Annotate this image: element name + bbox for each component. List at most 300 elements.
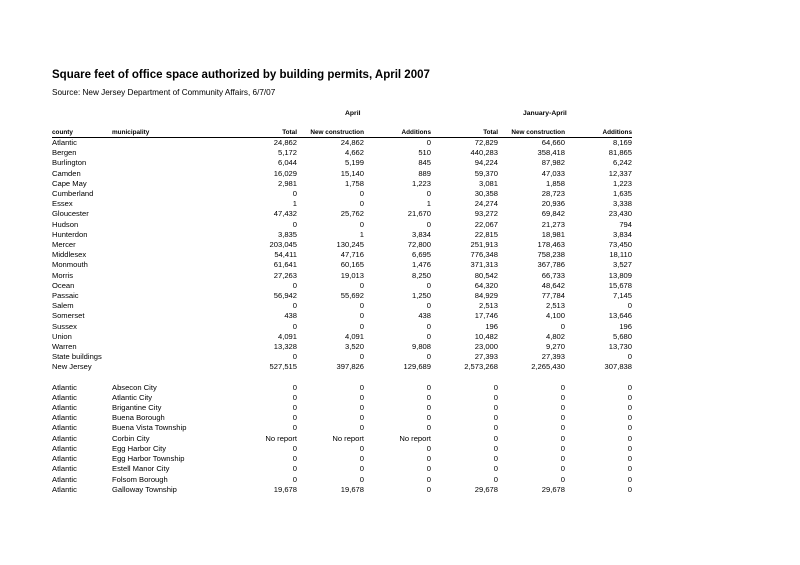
column-header-row [52,129,632,138]
cell-april-additions: 0 [426,454,431,464]
cell-municipality: Egg Harbor Township [112,454,185,464]
cell-ytd-new-construction: 0 [560,443,565,453]
cell-county: Atlantic [52,392,77,402]
cell-ytd-new-construction: 21,273 [541,219,565,229]
column-header-april-new-construction: New construction [297,129,364,138]
cell-april-total: 0 [292,423,297,433]
cell-ytd-new-construction: 87,982 [541,158,565,168]
cell-ytd-new-construction: 367,786 [537,260,565,270]
cell-april-total: 0 [292,352,297,362]
cell-ytd-additions: 0 [627,352,632,362]
cell-county: Camden [52,168,81,178]
table-row [52,260,632,270]
cell-municipality [112,220,230,230]
cell-county: Atlantic [52,454,77,464]
cell-county: Monmouth [52,260,88,270]
cell-april-additions: 438 [418,311,431,321]
cell-municipality [112,342,230,352]
cell-april-new-construction: 0 [359,311,364,321]
cell-april-total: 13,328 [273,342,297,352]
cell-ytd-additions: 0 [627,301,632,311]
table-row [52,301,632,311]
cell-municipality [112,189,230,199]
cell-april-total: 0 [292,392,297,402]
cell-municipality [112,332,230,342]
cell-ytd-total: 0 [493,392,498,402]
table-row [52,454,632,464]
cell-april-additions: 0 [426,443,431,453]
cell-april-new-construction: 1,758 [344,178,364,188]
table-row [52,209,632,219]
cell-municipality [112,311,230,321]
cell-ytd-total: 196 [485,321,498,331]
cell-municipality [112,169,230,179]
cell-municipality: Brigantine City [112,403,162,413]
cell-april-new-construction: 47,716 [340,250,364,260]
cell-county: Atlantic [52,413,77,423]
cell-ytd-additions: 13,809 [608,270,632,280]
cell-april-total: 0 [292,474,297,484]
cell-april-total: 54,411 [274,250,297,260]
cell-ytd-additions: 0 [627,454,632,464]
cell-ytd-total: 30,358 [474,189,498,199]
cell-ytd-additions: 13,646 [608,311,632,321]
cell-ytd-total: 440,283 [470,148,498,158]
cell-ytd-new-construction: 0 [560,382,565,392]
table-row [52,250,632,260]
cell-ytd-total: 84,929 [474,291,498,301]
cell-ytd-total: 22,067 [474,219,498,229]
cell-april-new-construction: 0 [359,219,364,229]
cell-april-additions: No report [399,433,431,443]
cell-county: Middlesex [52,250,87,260]
cell-county: Morris [52,270,74,280]
cell-april-additions: 9,808 [411,342,431,352]
cell-april-new-construction: 15,140 [340,168,364,178]
cell-ytd-new-construction: 0 [560,321,565,331]
cell-ytd-additions: 0 [627,423,632,433]
cell-april-new-construction: 5,199 [344,158,364,168]
cell-april-additions: 0 [426,138,431,147]
column-header-april-total: Total [230,129,297,138]
cell-municipality: Buena Vista Township [112,423,187,433]
cell-county: Atlantic [52,484,77,494]
cell-ytd-total: 0 [493,443,498,453]
cell-april-total: 438 [284,311,297,321]
section-spacer [52,373,632,383]
cell-april-total: 0 [292,301,297,311]
cell-april-new-construction: 0 [359,454,364,464]
table-row [52,311,632,321]
cell-county: Hudson [52,219,79,229]
cell-april-new-construction: 0 [359,321,364,331]
cell-municipality [112,250,230,260]
cell-county: Ocean [52,280,75,290]
cell-ytd-total: 0 [493,464,498,474]
cell-april-total: 0 [292,189,297,199]
cell-ytd-additions: 18,110 [609,250,632,260]
cell-municipality [112,138,230,149]
cell-municipality [112,301,230,311]
cell-april-new-construction: 397,826 [336,362,364,372]
cell-municipality: Absecon City [112,382,157,392]
cell-april-additions: 0 [426,331,431,341]
cell-april-new-construction: 0 [359,382,364,392]
column-header-ytd-new-construction: New construction [498,129,565,138]
cell-ytd-new-construction: 0 [560,413,565,423]
cell-april-total: 3,835 [277,229,297,239]
cell-ytd-total: 80,542 [474,270,498,280]
cell-municipality [112,291,230,301]
cell-april-additions: 21,670 [407,209,431,219]
cell-ytd-total: 2,513 [478,301,498,311]
cell-ytd-additions: 196 [619,321,632,331]
cell-ytd-additions: 0 [627,464,632,474]
cell-ytd-new-construction: 758,238 [537,250,565,260]
cell-ytd-additions: 23,430 [608,209,632,219]
cell-county: Warren [52,342,77,352]
cell-county: Cape May [52,178,87,188]
municipality-rows [52,383,632,495]
cell-april-new-construction: 0 [359,443,364,453]
cell-ytd-total: 17,746 [474,311,498,321]
cell-ytd-new-construction: 4,100 [545,311,565,321]
cell-ytd-total: 27,393 [474,352,498,362]
cell-municipality [112,209,230,219]
cell-county: Mercer [52,240,76,250]
cell-county: Somerset [52,311,85,321]
cell-county: Gloucester [52,209,89,219]
cell-april-additions: 0 [426,321,431,331]
cell-april-total: 0 [292,321,297,331]
cell-municipality [112,322,230,332]
cell-municipality: Folsom Borough [112,474,168,484]
cell-april-additions: 845 [418,158,431,168]
cell-ytd-additions: 3,338 [612,199,632,209]
cell-april-additions: 0 [426,474,431,484]
cell-ytd-new-construction: 0 [560,433,565,443]
cell-county: State buildings [52,352,102,362]
cell-ytd-additions: 1,635 [612,189,632,199]
cell-april-new-construction: 55,692 [340,291,364,301]
cell-ytd-new-construction: 0 [560,392,565,402]
cell-april-total: 4,091 [277,331,297,341]
cell-april-total: 47,432 [273,209,297,219]
cell-april-total: 0 [292,413,297,423]
column-header-ytd-total: Total [431,129,498,138]
cell-ytd-new-construction: 47,033 [541,168,565,178]
cell-ytd-total: 64,320 [474,280,498,290]
source-line: Source: New Jersey Department of Community Affairs, 6/7/07 [52,88,276,97]
cell-april-total: 0 [292,280,297,290]
cell-municipality: Corbin City [112,433,150,443]
cell-april-additions: 0 [426,301,431,311]
cell-ytd-total: 24,274 [474,199,498,209]
column-header-april-additions: Additions [364,129,431,138]
cell-ytd-total: 0 [493,413,498,423]
cell-county: Atlantic [52,443,77,453]
cell-county: Passaic [52,291,79,301]
cell-ytd-new-construction: 0 [560,423,565,433]
cell-ytd-total: 10,482 [474,331,498,341]
cell-ytd-additions: 0 [627,443,632,453]
cell-april-new-construction: 0 [359,464,364,474]
cell-april-additions: 1,476 [411,260,431,270]
cell-april-additions: 8,250 [411,270,431,280]
cell-county: Atlantic [52,433,77,443]
cell-april-additions: 0 [426,189,431,199]
cell-county: Cumberland [52,189,94,199]
cell-april-total: 203,045 [269,240,297,250]
cell-county: Sussex [52,321,77,331]
cell-ytd-total: 251,913 [470,240,498,250]
cell-ytd-total: 2,573,268 [464,362,498,372]
cell-ytd-total: 23,000 [474,342,498,352]
table-row [52,393,632,403]
cell-ytd-additions: 0 [627,392,632,402]
cell-ytd-total: 29,678 [474,484,498,494]
cell-county: Bergen [52,148,77,158]
cell-april-additions: 0 [426,413,431,423]
cell-april-additions: 0 [426,382,431,392]
cell-april-total: No report [265,433,297,443]
table-row [52,220,632,230]
group-header-april: April [345,110,361,117]
table-row [52,444,632,454]
cell-april-additions: 0 [426,280,431,290]
table-row [52,158,632,168]
report-title: Square feet of office space authorized by building permits, April 2007 [52,69,430,81]
cell-april-additions: 0 [426,403,431,413]
cell-ytd-new-construction: 9,270 [545,342,565,352]
permits-table [52,129,632,495]
cell-ytd-total: 0 [493,382,498,392]
table-row [52,332,632,342]
cell-ytd-total: 3,081 [478,178,498,188]
cell-ytd-additions: 8,169 [612,138,632,147]
cell-april-new-construction: 4,662 [344,148,364,158]
cell-april-new-construction: 0 [359,199,364,209]
cell-ytd-additions: 0 [627,484,632,494]
cell-ytd-additions: 1,223 [612,178,632,188]
cell-ytd-additions: 3,834 [612,229,632,239]
cell-ytd-new-construction: 77,784 [541,291,565,301]
cell-april-new-construction: 60,165 [340,260,364,270]
cell-county: Atlantic [52,464,77,474]
cell-april-total: 0 [292,403,297,413]
table-row [52,352,632,362]
cell-municipality [112,240,230,250]
cell-april-new-construction: No report [332,433,364,443]
cell-april-additions: 129,689 [403,362,431,372]
cell-april-new-construction: 0 [359,352,364,362]
cell-ytd-new-construction: 28,723 [541,189,565,199]
cell-county: Atlantic [52,403,77,413]
table-row [52,271,632,281]
cell-april-additions: 510 [418,148,431,158]
cell-april-additions: 0 [426,484,431,494]
cell-april-new-construction: 0 [359,413,364,423]
cell-county: Salem [52,301,74,311]
table-row [52,475,632,485]
cell-april-additions: 0 [426,423,431,433]
cell-ytd-additions: 0 [627,433,632,443]
cell-municipality [112,352,230,362]
cell-county: Essex [52,199,73,209]
cell-municipality [112,148,230,158]
cell-ytd-additions: 0 [627,403,632,413]
cell-ytd-new-construction: 0 [560,454,565,464]
table-row [52,138,632,149]
cell-ytd-additions: 13,730 [608,342,632,352]
cell-april-additions: 0 [426,352,431,362]
cell-ytd-total: 0 [493,433,498,443]
cell-municipality: Galloway Township [112,484,177,494]
cell-ytd-total: 93,272 [474,209,498,219]
cell-county: Union [52,331,72,341]
column-header-county: county [52,129,112,138]
cell-april-total: 0 [292,464,297,474]
cell-county: New Jersey [52,362,92,372]
county-rows [52,138,632,373]
cell-april-additions: 6,695 [411,250,431,260]
table-row [52,485,632,495]
cell-county: Atlantic [52,474,77,484]
cell-county: Hunterdon [52,229,88,239]
cell-april-total: 16,029 [273,168,297,178]
table-row [52,403,632,413]
cell-ytd-new-construction: 20,936 [541,199,565,209]
cell-ytd-new-construction: 69,842 [541,209,565,219]
table-row [52,383,632,393]
cell-ytd-total: 59,370 [474,168,498,178]
cell-ytd-additions: 15,678 [608,280,632,290]
table-row [52,434,632,444]
cell-municipality: Buena Borough [112,413,165,423]
cell-county: Burlington [52,158,87,168]
cell-april-total: 0 [292,219,297,229]
cell-ytd-additions: 3,527 [612,260,632,270]
cell-ytd-total: 72,829 [474,138,498,147]
group-header-jan-april: January-April [523,110,567,117]
cell-municipality [112,230,230,240]
cell-ytd-total: 22,815 [474,229,498,239]
cell-april-total: 2,981 [277,178,297,188]
cell-april-additions: 0 [426,219,431,229]
cell-ytd-new-construction: 0 [560,464,565,474]
cell-april-new-construction: 19,013 [340,270,364,280]
cell-municipality [112,260,230,270]
table-row [52,342,632,352]
cell-ytd-additions: 81,865 [608,148,632,158]
cell-ytd-new-construction: 18,981 [541,229,565,239]
cell-april-new-construction: 130,245 [336,240,364,250]
cell-ytd-new-construction: 2,513 [545,301,565,311]
table-row [52,291,632,301]
cell-ytd-new-construction: 0 [560,474,565,484]
cell-ytd-new-construction: 178,463 [537,240,565,250]
cell-april-additions: 1,223 [411,178,431,188]
table-row [52,322,632,332]
cell-county: Atlantic [52,382,77,392]
cell-april-additions: 889 [418,168,431,178]
cell-municipality [112,179,230,189]
cell-ytd-total: 0 [493,403,498,413]
cell-april-new-construction: 4,091 [344,331,364,341]
cell-ytd-additions: 0 [627,413,632,423]
column-header-municipality: municipality [112,129,230,138]
cell-municipality [112,281,230,291]
cell-ytd-new-construction: 0 [560,403,565,413]
cell-ytd-new-construction: 2,265,430 [531,362,565,372]
cell-april-additions: 72,800 [407,240,431,250]
cell-municipality [112,199,230,209]
cell-ytd-new-construction: 1,858 [545,178,565,188]
cell-ytd-additions: 307,838 [604,362,632,372]
cell-april-new-construction: 0 [359,301,364,311]
cell-ytd-total: 371,313 [470,260,498,270]
cell-ytd-additions: 5,680 [612,331,632,341]
cell-april-total: 56,942 [273,291,297,301]
column-header-ytd-additions: Additions [565,129,632,138]
cell-municipality: Estell Manor City [112,464,170,474]
cell-april-total: 6,044 [277,158,297,168]
cell-ytd-total: 0 [493,423,498,433]
cell-ytd-total: 0 [493,454,498,464]
cell-april-additions: 0 [426,392,431,402]
cell-ytd-new-construction: 27,393 [541,352,565,362]
cell-ytd-new-construction: 29,678 [541,484,565,494]
cell-april-additions: 0 [426,464,431,474]
cell-april-total: 0 [292,382,297,392]
cell-april-new-construction: 24,862 [340,138,364,147]
table-row [52,169,632,179]
cell-ytd-total: 94,224 [474,158,498,168]
cell-ytd-new-construction: 358,418 [537,148,565,158]
cell-ytd-total: 776,348 [470,250,498,260]
table-row [52,464,632,474]
table-row [52,230,632,240]
cell-april-total: 527,515 [269,362,297,372]
cell-april-additions: 1,250 [411,291,431,301]
table-row [52,240,632,250]
cell-ytd-total: 0 [493,474,498,484]
cell-county: Atlantic [52,138,77,147]
cell-april-new-construction: 0 [359,423,364,433]
cell-april-total: 61,641 [273,260,297,270]
cell-ytd-new-construction: 4,802 [545,331,565,341]
table-row [52,413,632,423]
cell-municipality [112,158,230,168]
cell-april-total: 24,862 [273,138,297,147]
cell-april-additions: 3,834 [411,229,431,239]
cell-april-new-construction: 0 [359,474,364,484]
cell-april-new-construction: 0 [359,189,364,199]
cell-april-new-construction: 19,678 [340,484,364,494]
table-row [52,423,632,433]
cell-april-total: 27,263 [273,270,297,280]
cell-april-new-construction: 1 [359,229,364,239]
table-row [52,179,632,189]
cell-april-new-construction: 25,762 [340,209,364,219]
table-row [52,281,632,291]
cell-april-new-construction: 3,520 [344,342,364,352]
cell-county: Atlantic [52,423,77,433]
table-row [52,362,632,372]
cell-ytd-new-construction: 64,660 [541,138,565,147]
cell-april-total: 1 [292,199,297,209]
cell-april-total: 5,172 [277,148,297,158]
